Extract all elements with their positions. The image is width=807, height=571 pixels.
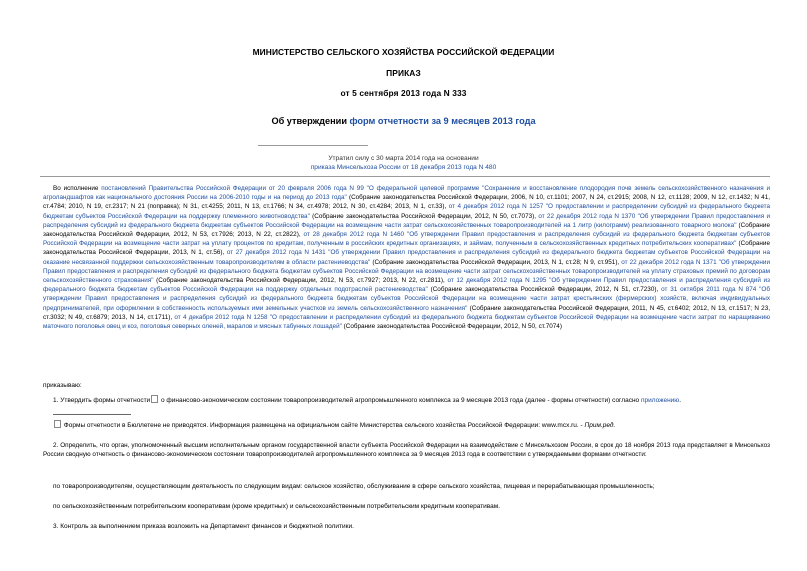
footnote — [53, 420, 615, 429]
item-1-text-c: . — [679, 397, 681, 404]
main-text-4: (Собрание законодательства Российской Федерации, 2012, N 53, ст.7926; 2013, N 22, ст.2822), — [43, 221, 771, 239]
main-text-5: (Собрание законодательства Российской Федерации, 2013, N 1, ст.56), — [43, 240, 771, 257]
main-text-10: (Собрание законодательства Российской Федерации, 2012, N 50, ст.7074) — [341, 323, 562, 331]
main-paragraph — [43, 184, 770, 331]
item-3: 3. Контроль за выполнением приказа возложить на Департамент финансов и бюджетной политики. — [53, 523, 354, 530]
footnote-editor-note: Прим.ред. — [584, 422, 616, 429]
doc-type-heading: ПРИКАЗ — [386, 68, 421, 78]
item-2-a: по товаропроизводителям, осуществляющим деятельность по следующим видам: сельское хозяйство, обслуживание в сфере сельского хозяйства, пищевая и перерабатывающая промышленность; — [53, 483, 655, 490]
footnote-divider — [53, 414, 131, 415]
divider-status — [40, 176, 770, 177]
main-link-5[interactable]: от 27 декабря 2012 года N 1431 "Об утверждении Правил предоставления и распределения субсидий из федерального бюджета бюджетам субъектов Российской Федерации на оказание несвязанной поддержки сельскохозяйственным товаропроизводителям в области растениеводства" — [43, 249, 770, 266]
status-line-1: Утратил силу с 30 марта 2014 года на основании — [328, 155, 479, 162]
main-link-1[interactable]: постановлений Правительства Российской Федерации от 20 февраля 2006 года N 99 "О федеральной целевой программе "Сохранение и восстановление плодородия почв земель сельскохозяйственного назначения и агроландшафтов как национального достояния России на 2006-2010 годы и на период до 2013 года" — [43, 185, 770, 202]
main-text-3: (Собрание законодательства Российской Федерации, 2012, N 50, ст.7073), — [309, 212, 539, 220]
main-link-9[interactable]: от 4 декабря 2012 года N 1258 "О предоставлении и распределении субсидий из федерального бюджета бюджетам субъектов Российской Федерации на возмещение части затрат по наращиванию маточного поголовья овец и коз, поголовья северных оленей, маралов и мясных табунных лошадей" — [43, 313, 770, 331]
appendix-link[interactable]: приложению — [640, 397, 680, 404]
main-text-8: (Собрание законодательства Российской Федерации, 2012, N 51, ст.7230), — [427, 286, 662, 294]
date-number-heading: от 5 сентября 2013 года N 333 — [340, 88, 467, 98]
main-link-2[interactable]: от 4 декабря 2012 года N 1257 "О предоставлении и распределении субсидий из федерального бюджета бюджетам субъектов Российской Федерации на поддержку племенного животноводства" — [43, 203, 771, 220]
main-text-6: (Собрание законодательства Российской Федерации, 2013, N 1, ст.28; N 9, ст.951), — [370, 258, 622, 266]
main-link-6[interactable]: от 22 декабря 2012 года N 1371 "Об утверждении Правил предоставления и распределения субсидий из федерального бюджета бюджетам субъектов Российской Федерации на возмещение части затрат сельскохозяйственных товаропроизводителей на уплату страховых премий по договорам сельскохозяйственного страхования" — [43, 258, 770, 285]
footnote-text: Формы отчетности в Бюллетене не приводятся. Информация размещена на официальном сайте Министерства сельского хозяйства Российской Федерации: www.mcx.ru. - — [62, 422, 585, 429]
status-link[interactable]: приказа Минсельхоза России от 18 декабря 2013 года N 480 — [310, 164, 497, 171]
main-text-1: Во исполнение — [53, 185, 102, 192]
item-2-b: по сельскохозяйственным потребительским кооперативам (кроме кредитных) и сельскохозяйственным потребительским кредитным кооперативам. — [53, 503, 501, 510]
main-text-7: (Собрание законодательства Российской Федерации, 2012, N 53, ст.7927; 2013, N 22, ст.2811), — [153, 277, 448, 285]
status-line-2 — [0, 164, 807, 171]
title-link[interactable]: форм отчетности за 9 месяцев 2013 года — [349, 116, 536, 126]
intro-text: приказываю: — [43, 382, 82, 389]
item-1 — [53, 395, 681, 404]
item-2: 2. Определить, что орган, уполномоченный высшим исполнительным органом государственной власти субъекта Российской Федерации на взаимодействие с Минсельхозом России, в срок до 18 ноября 2013 года представляет в Минсельхоз России сводную отчетность о финансово-экономическом состоянии товаропроизводителей агропромышленного комплекса за 9 месяцев 2013 года в соответствии с утверждаемыми формами отчетности: — [43, 442, 770, 459]
divider-top — [258, 145, 368, 146]
main-link-8[interactable]: от 31 октября 2011 года N 874 "Об утверждении Правил предоставления и распределения субсидий из федерального бюджета бюджетам субъектов Российской Федерации на возмещение части затрат крестьянских (фермерских) хозяйств, включая индивидуальных предпринимателей, при оформлении в собственность используемых ими земельных участков из земель сельскохозяйственного назначения" — [43, 286, 770, 312]
ministry-heading: МИНИСТЕРСТВО СЕЛЬСКОГО ХОЗЯЙСТВА РОССИЙСКОЙ ФЕДЕРАЦИИ — [252, 47, 555, 57]
document-title — [0, 116, 807, 126]
title-prefix: Об утверждении — [271, 116, 350, 126]
footnote-marker-icon[interactable] — [151, 395, 158, 403]
item-1-text-b: о финансово-экономическом состоянии товаропроизводителей агропромышленного комплекса за 9 месяцев 2013 года (далее - формы отчетности) согласно — [159, 397, 641, 404]
footnote-icon — [54, 420, 61, 428]
main-link-4[interactable]: от 28 декабря 2012 года N 1460 "Об утверждении Правил предоставления и распределения субсидий из федерального бюджета бюджетам субъектов Российской Федерации на возмещение части затрат на уплату процентов по кредитам, полученным в российских кредитных организациях, и займам, полученным в сельскохозяйственных кредитных потребительских кооперативах" — [43, 231, 770, 248]
main-link-7[interactable]: от 12 декабря 2012 года N 1295 "Об утверждении Правил предоставления и распределения субсидий из федерального бюджета бюджетам субъектов Российской Федерации на поддержку отдельных подотраслей растениеводства" — [43, 277, 770, 294]
item-1-text-a: 1. Утвердить формы отчетности — [53, 397, 151, 404]
main-link-3[interactable]: от 22 декабря 2012 года N 1370 "Об утверждении Правил предоставления и распределения субсидий из федерального бюджета бюджетам субъектов Российской Федерации на возмещение части затрат сельскохозяйственных товаропроизводителей на 1 литр (килограмм) реализованного товарного молока" — [43, 212, 770, 229]
main-text-9: (Собрание законодательства Российской Федерации, 2011, N 45, ст.6402; 2012, N 13, ст.1517; N 23, ст.3032; N 49, ст.6879; 2013, N 14, ст.1711), — [43, 304, 771, 321]
main-text-2: (Собрание законодательства Российской Федерации, 2006, N 10, ст.1101; 2007, N 24, ст.2915; 2008, N 12, ст.1128; 2009, N 12, ст.1432; N 41, ст.4784; 2010, N 19, ст.2317; N 21 (поправка); N 31, ст.4255; 2011, N 13, ст.1766; N 34, ст.4978; 2012, N 30, ст.4284; 2013, N 1, ст.33), — [43, 194, 770, 211]
